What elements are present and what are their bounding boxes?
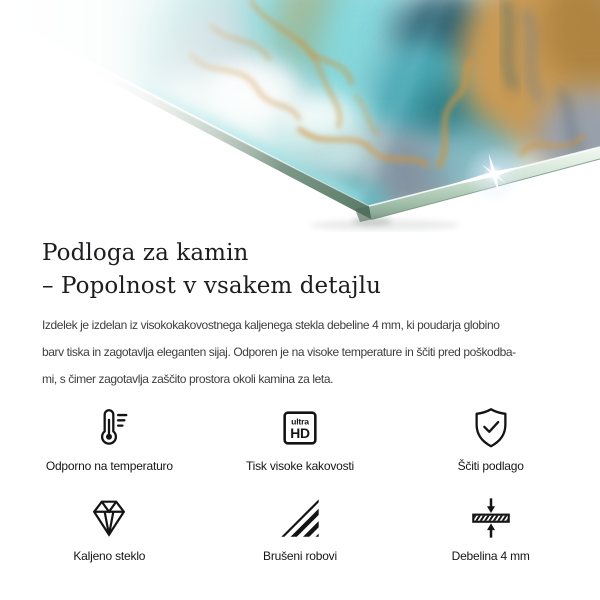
feature-temperature-resistant (14, 405, 205, 473)
description-line: barv tiska in zagotavlja eleganten sijaj. Odporen je na visoke temperature in ščiti pred poškodba- (42, 345, 516, 359)
shield-check-icon (468, 405, 514, 451)
product-photo (0, 0, 600, 232)
product-description (42, 312, 570, 393)
white-fade-overlay (0, 0, 280, 232)
diamond-icon (86, 495, 132, 541)
thickness-press-icon (468, 495, 514, 541)
feature-label: Odporno na temperaturo (45, 459, 173, 473)
feature-thickness (395, 495, 586, 563)
glass-panel-illustration (0, 0, 600, 232)
feature-tempered-glass (14, 495, 205, 563)
page-title-line1: Podloga za kamin (42, 240, 249, 266)
description-line: Izdelek je izdelan iz visokokakovostnega kaljenega stekla debeline 4 mm, ki poudarja globino (42, 318, 500, 332)
feature-label: Debelina 4 mm (451, 549, 530, 563)
feature-label: Kaljeno steklo (73, 549, 146, 563)
page-title-line2: – Popolnost v vsakem detajlu (42, 273, 382, 299)
feature-beveled-edges (205, 495, 396, 563)
feature-label: Brušeni robovi (263, 549, 337, 563)
ultra-hd-badge-top: ultra (291, 416, 309, 427)
feature-grid (14, 405, 586, 563)
ultra-hd-badge-bottom: HD (290, 425, 310, 442)
feature-print-quality (205, 405, 396, 473)
page-title (42, 237, 570, 303)
beveled-edges-icon (277, 495, 323, 541)
feature-label: Ščiti podlago (457, 459, 524, 473)
description-line: mi, s čimer zagotavlja zaščito prostora okoli kamina za leta. (42, 372, 334, 386)
feature-protects-surface (395, 405, 586, 473)
thermometer-icon (86, 405, 132, 451)
ultra-hd-icon (277, 405, 323, 451)
feature-label: Tisk visoke kakovosti (245, 459, 355, 473)
